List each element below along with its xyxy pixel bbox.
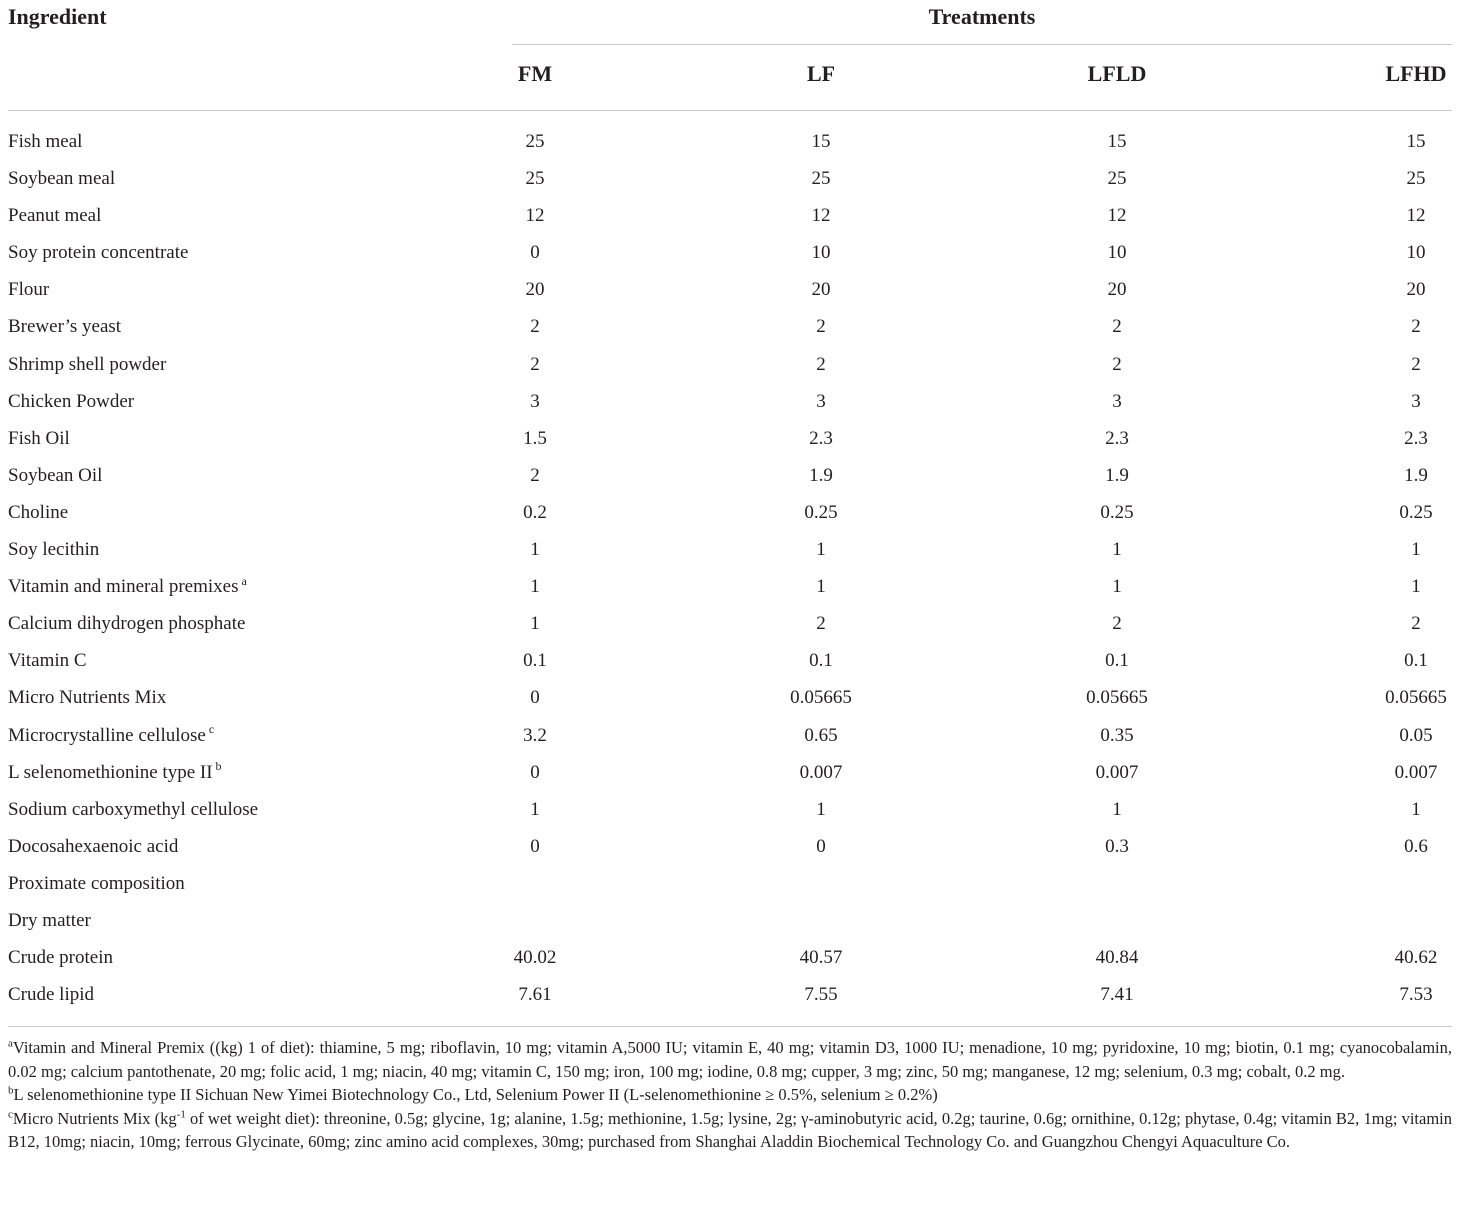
cell-lfhd: 1 <box>1411 539 1421 561</box>
cell-lfld: 7.41 <box>1100 984 1134 1006</box>
row-label-text: Micro Nutrients Mix <box>8 687 167 709</box>
cell-lfld: 40.84 <box>1095 947 1139 969</box>
cell-lf: 2 <box>816 353 826 375</box>
cell-lfld: 1 <box>1112 576 1122 598</box>
cell-lfld: 1 <box>1112 798 1122 820</box>
row-label <box>8 605 245 642</box>
table-row <box>0 271 1460 308</box>
row-label <box>8 865 185 902</box>
row-label <box>8 160 115 197</box>
table-row <box>0 197 1460 234</box>
table-row <box>0 679 1460 716</box>
cell-lfld: 0.35 <box>1100 724 1134 746</box>
row-label-text: Soybean Oil <box>8 464 103 486</box>
row-label <box>8 123 82 160</box>
cell-lf: 0.007 <box>799 761 843 783</box>
cell-fm: 2 <box>530 464 540 486</box>
cell-fm: 40.02 <box>513 947 557 969</box>
cell-lfld: 12 <box>1107 205 1127 227</box>
row-label-text: Proximate composition <box>8 872 185 894</box>
row-label-text: Dry matter <box>8 909 91 931</box>
cell-lfhd: 15 <box>1406 131 1426 152</box>
cell-lfhd: 40.62 <box>1394 947 1438 969</box>
table-row <box>0 828 1460 865</box>
cell-lfld: 2.3 <box>1105 427 1129 449</box>
cell-lfhd: 2 <box>1411 316 1421 338</box>
footnote-mark: b <box>8 1084 14 1097</box>
row-label <box>8 828 178 865</box>
cell-fm: 25 <box>525 131 545 152</box>
cell-fm: 1 <box>530 539 540 561</box>
cell-fm: 0 <box>530 687 540 709</box>
cell-fm: 0 <box>530 835 540 857</box>
footnote-mark: a <box>8 1037 13 1050</box>
table-row <box>0 865 1460 902</box>
cell-fm: 1 <box>530 798 540 820</box>
table-row <box>0 494 1460 531</box>
cell-lf: 0.1 <box>809 650 833 672</box>
cell-fm: 0 <box>530 761 540 783</box>
row-label <box>8 234 188 271</box>
cell-lf: 2 <box>816 613 826 635</box>
row-label-text: Peanut meal <box>8 205 102 227</box>
table-row <box>0 754 1460 791</box>
row-label-text: Sodium carboxymethyl cellulose <box>8 798 259 820</box>
row-label <box>8 346 166 383</box>
table-row <box>0 346 1460 383</box>
cell-lfhd: 2.3 <box>1404 427 1428 449</box>
treatments-rule <box>512 44 1452 45</box>
cell-lf: 3 <box>816 390 826 412</box>
row-label-text: Brewer’s yeast <box>8 316 122 338</box>
cell-fm: 20 <box>525 279 545 301</box>
row-label <box>8 717 214 754</box>
cell-lfhd: 1.9 <box>1404 464 1428 486</box>
cell-lf: 0 <box>816 835 826 857</box>
table-row <box>0 605 1460 642</box>
cell-lfhd: 0.05665 <box>1385 687 1447 709</box>
footnote-text-start: Micro Nutrients Mix (kg <box>12 1108 177 1128</box>
cell-lfhd: 1 <box>1411 798 1421 820</box>
footnote-b <box>8 1083 1452 1107</box>
row-label-text: Soybean meal <box>8 168 116 190</box>
row-label <box>8 308 121 345</box>
cell-lfld: 0.25 <box>1100 501 1134 523</box>
row-label-text: Crude protein <box>8 947 114 969</box>
footnote-mark: c <box>8 1108 13 1120</box>
header-rule <box>8 110 1452 111</box>
row-label <box>8 642 87 679</box>
cell-fm: 25 <box>525 168 545 190</box>
column-header-lfld: LFLD <box>1087 61 1147 86</box>
column-header-fm: FM <box>517 61 553 86</box>
table-row <box>0 902 1460 939</box>
table-row <box>0 642 1460 679</box>
cell-lfhd: 10 <box>1406 242 1426 264</box>
cell-lf: 40.57 <box>799 947 843 969</box>
table-row <box>0 791 1460 828</box>
table-row <box>0 420 1460 457</box>
row-label-text: Fish Oil <box>8 427 70 449</box>
cell-lfhd: 0.05 <box>1399 724 1433 746</box>
row-label-text: Docosahexaenoic acid <box>8 835 179 857</box>
table-row <box>0 123 1460 160</box>
row-label <box>8 939 113 976</box>
cell-lfld: 1 <box>1112 539 1122 561</box>
cell-lfhd: 12 <box>1406 205 1426 227</box>
cell-lf: 1 <box>816 539 826 561</box>
cell-lfhd: 0.25 <box>1399 501 1433 523</box>
row-label-text: Microcrystalline cellulose <box>8 724 206 746</box>
cell-lfld: 2 <box>1112 353 1122 375</box>
cell-lf: 20 <box>811 279 831 301</box>
cell-lf: 2 <box>816 316 826 338</box>
row-label-text: Vitamin and mineral premixes <box>8 576 239 598</box>
row-label-text: Calcium dihydrogen phosphate <box>8 613 246 635</box>
cell-fm: 12 <box>525 205 545 227</box>
cell-lf: 25 <box>811 168 831 190</box>
row-label-text: Choline <box>8 501 69 523</box>
footnote-c <box>8 1107 1452 1154</box>
footnote-a <box>8 1036 1452 1083</box>
cell-lf: 0.05665 <box>790 687 852 709</box>
row-label-text: Flour <box>8 279 50 301</box>
row-label <box>8 568 247 605</box>
table-row <box>0 568 1460 605</box>
row-label <box>8 420 70 457</box>
row-label-text: Soy lecithin <box>8 539 100 561</box>
cell-lf: 7.55 <box>804 984 838 1006</box>
cell-lfld: 0.1 <box>1105 650 1129 672</box>
cell-lfhd: 7.53 <box>1399 984 1433 1006</box>
row-label <box>8 271 49 308</box>
cell-fm: 0.2 <box>523 501 547 523</box>
table-row <box>0 976 1460 1013</box>
column-header-lf: LF <box>806 61 836 86</box>
cell-lf: 10 <box>811 242 831 264</box>
row-label-text: Crude lipid <box>8 984 95 1006</box>
row-label-text: L selenomethionine type II <box>8 761 213 783</box>
cell-lf: 12 <box>811 205 831 227</box>
cell-fm: 0 <box>530 242 540 264</box>
table-row <box>0 308 1460 345</box>
table-row <box>0 717 1460 754</box>
cell-fm: 3 <box>530 390 540 412</box>
table-row <box>0 457 1460 494</box>
row-label <box>8 531 99 568</box>
row-label <box>8 754 222 791</box>
footnote-text: of wet weight diet): threonine, 0.5g; glycine, 1g; alanine, 1.5g; methionine, 1.5g; lysine, 2g; γ-aminobutyric acid, 0.2g; taurine, 0.6g; ornithine, 0.12g; phytase, 0.4g; vitamin B2, 1mg; vitamin B12, 10mg; niacin, 10mg; ferrous Glycinate, 60mg; zinc amino acid complexes, 30mg; purchased from Shanghai Aladdin Biochemical Technology Co. and Guangzhou Chengyi Aquaculture Co. <box>8 1108 1452 1151</box>
cell-lfld: 2 <box>1112 316 1122 338</box>
table-row <box>0 383 1460 420</box>
row-label <box>8 976 94 1013</box>
cell-fm: 2 <box>530 353 540 375</box>
cell-fm: 3.2 <box>523 724 547 746</box>
cell-lfhd: 3 <box>1411 390 1421 412</box>
cell-lf: 0.25 <box>804 501 838 523</box>
footnote-ref: b <box>215 759 222 774</box>
cell-lfld: 0.05665 <box>1086 687 1148 709</box>
footnote-text: Vitamin and Mineral Premix ((kg) 1 of diet): thiamine, 5 mg; riboflavin, 10 mg; vitamin A,5000 IU; vitamin E, 40 mg; vitamin D3, 1000 IU; menadione, 10 mg; pyridoxine, 10 mg; biotin, 0.1 mg; cyanocobalamin, 0.02 mg; calcium pantothenate, 20 mg; folic acid, 1 mg; niacin, 40 mg; vitamin C, 150 mg; iron, 100 mg; iodine, 0.8 mg; cupper, 3 mg; zinc, 50 mg; manganese, 12 mg; selenium, 0.3 mg; cobalt, 0.2 mg. <box>8 1038 1452 1081</box>
table-row <box>0 939 1460 976</box>
ingredient-header: Ingredient <box>8 4 107 29</box>
cell-lf: 15 <box>811 131 831 152</box>
cell-lfhd: 0.1 <box>1404 650 1428 672</box>
table-body <box>0 123 1460 1013</box>
row-label-text: Chicken Powder <box>8 390 135 412</box>
cell-lfld: 3 <box>1112 390 1122 412</box>
cell-lfhd: 0.6 <box>1404 835 1428 857</box>
cell-fm: 2 <box>530 316 540 338</box>
cell-lfhd: 25 <box>1406 168 1426 190</box>
table-row <box>0 531 1460 568</box>
cell-lfhd: 1 <box>1411 576 1421 598</box>
cell-fm: 1 <box>530 576 540 598</box>
cell-lf: 0.65 <box>804 724 838 746</box>
cell-lfld: 20 <box>1107 279 1127 301</box>
row-label <box>8 457 102 494</box>
cell-lfhd: 2 <box>1411 613 1421 635</box>
cell-lfhd: 20 <box>1406 279 1426 301</box>
cell-lfld: 10 <box>1107 242 1127 264</box>
cell-fm: 0.1 <box>523 650 547 672</box>
footnote-text: L selenomethionine type II Sichuan New Yimei Biotechnology Co., Ltd, Selenium Power II (L-selenomethionine ≥ 0.5%, selenium ≥ 0.2%) <box>13 1085 938 1104</box>
cell-lfld: 15 <box>1107 131 1127 152</box>
footer-rule <box>8 1026 1452 1027</box>
cell-lfld: 2 <box>1112 613 1122 635</box>
row-label-text: Shrimp shell powder <box>8 353 167 375</box>
cell-lfhd: 0.007 <box>1394 761 1438 783</box>
cell-lf: 1 <box>816 576 826 598</box>
row-label <box>8 902 91 939</box>
row-label-text: Vitamin C <box>8 650 87 672</box>
footnotes <box>8 1036 1452 1154</box>
row-label-text: Soy protein concentrate <box>8 242 189 264</box>
cell-lf: 1 <box>816 798 826 820</box>
footnote-ref: c <box>208 722 215 737</box>
cell-fm: 7.61 <box>518 984 552 1006</box>
cell-fm: 1 <box>530 613 540 635</box>
cell-lfld: 25 <box>1107 168 1127 190</box>
cell-lfld: 0.3 <box>1105 835 1129 857</box>
table-row <box>0 234 1460 271</box>
row-label <box>8 383 134 420</box>
column-header-lfhd: LFHD <box>1385 61 1447 86</box>
row-label <box>8 197 101 234</box>
cell-lf: 1.9 <box>809 464 833 486</box>
row-label-text: Fish meal <box>8 131 83 152</box>
footnote-ref: a <box>241 573 247 588</box>
cell-lfld: 0.007 <box>1095 761 1139 783</box>
footnote-exponent: -1 <box>176 1108 186 1120</box>
treatments-header: Treatments <box>928 4 1036 29</box>
row-label <box>8 791 258 828</box>
cell-lfld: 1.9 <box>1105 464 1129 486</box>
row-label <box>8 494 68 531</box>
table-row <box>0 160 1460 197</box>
cell-lfhd: 2 <box>1411 353 1421 375</box>
cell-lf: 2.3 <box>809 427 833 449</box>
row-label <box>8 679 166 716</box>
cell-fm: 1.5 <box>523 427 547 449</box>
